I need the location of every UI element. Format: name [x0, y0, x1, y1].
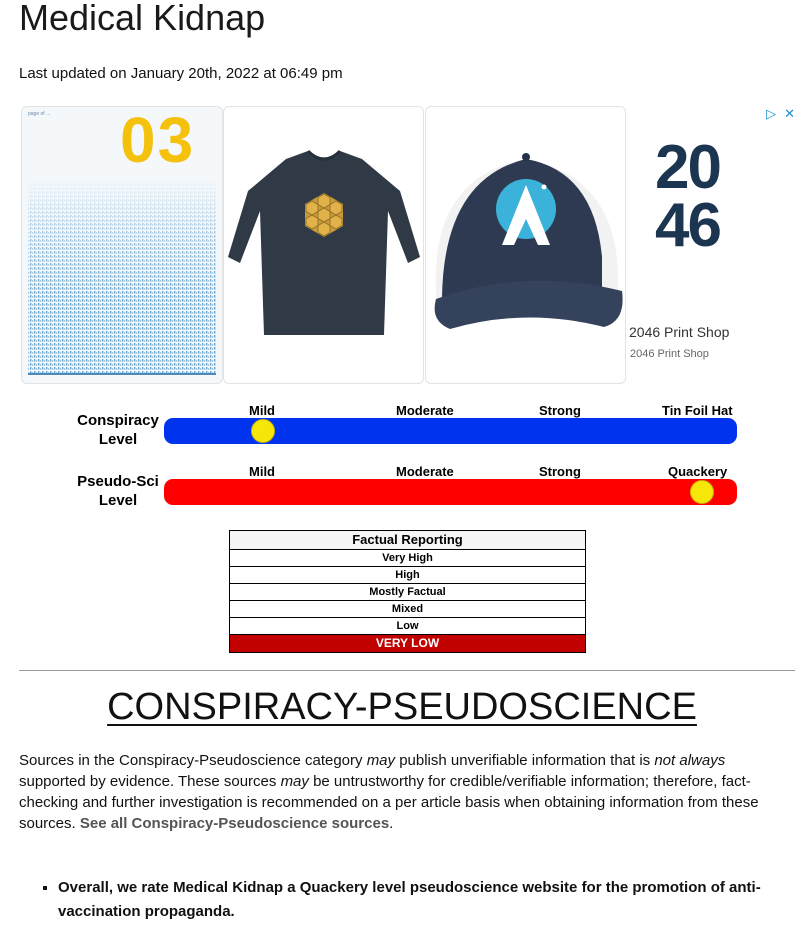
poster-pattern: [22, 107, 222, 383]
tick-label: Quackery: [668, 464, 728, 479]
conspiracy-level-indicator: [251, 419, 275, 443]
see-all-sources-link[interactable]: See all Conspiracy-Pseudoscience sources: [79, 815, 390, 832]
desc-text: supported by evidence. These sources: [19, 773, 281, 790]
overall-rating: ▪ Overall, we rate Medical Kidnap a Quackery level pseudoscience website for the promotion of anti-vaccination propaganda.: [58, 876, 798, 924]
tick-label: Strong: [539, 464, 581, 479]
ad-product-poster[interactable]: [21, 106, 223, 384]
label-line: Level: [98, 492, 138, 509]
factual-level: Mostly Factual: [230, 583, 585, 600]
cap-image: [426, 107, 625, 383]
close-icon[interactable]: ✕: [784, 106, 795, 121]
tick-label: Moderate: [396, 403, 454, 418]
factual-level: High: [230, 566, 585, 583]
logo-bottom: 46: [655, 191, 720, 260]
ad-product-shirt[interactable]: [223, 106, 424, 384]
pseudo-sci-level-indicator: [690, 480, 714, 504]
advertisement: [21, 106, 801, 384]
page-title: Medical Kidnap: [19, 0, 266, 38]
last-updated: Last updated on January 20th, 2022 at 06:49 pm: [19, 65, 343, 82]
desc-text: .: [389, 815, 394, 832]
tick-label: Mild: [249, 403, 275, 418]
poster-number: 03: [120, 106, 196, 176]
logo-top: 20: [655, 133, 720, 202]
label-line: Pseudo-Sci: [77, 473, 159, 490]
factual-reporting-table: [229, 530, 586, 653]
rating-list: [38, 876, 798, 924]
pseudo-sci-level-bar: [164, 479, 737, 505]
factual-header: Factual Reporting: [230, 531, 585, 549]
tick-label: Mild: [249, 464, 275, 479]
factual-level-selected: VERY LOW: [230, 634, 585, 652]
desc-text: publish unverifiable information that is: [395, 752, 655, 769]
ad-brand-name[interactable]: 2046 Print Shop: [629, 324, 730, 340]
tick-label: Moderate: [396, 464, 454, 479]
desc-emphasis: may: [366, 752, 396, 769]
factual-level: Low: [230, 617, 585, 634]
divider: [19, 670, 795, 671]
label-line: Conspiracy: [77, 412, 159, 429]
factual-level: Very High: [230, 549, 585, 566]
category-description: [19, 750, 789, 834]
poster-caption: page of ...: [28, 111, 51, 117]
label-line: Level: [98, 431, 138, 448]
brand-logo[interactable]: [655, 133, 720, 260]
desc-text: Sources in the Conspiracy-Pseudoscience category: [19, 752, 367, 769]
tick-label: Strong: [539, 403, 581, 418]
ad-controls: [766, 106, 795, 122]
ad-brand-sub[interactable]: 2046 Print Shop: [630, 348, 709, 360]
ad-choices-icon[interactable]: ▷: [766, 106, 777, 121]
desc-text: be untrustworthy for credible/verifiable information; therefore, fact-checking and further investigation is recommended on a per article basis when obtaining information from these sources.: [19, 773, 759, 832]
tick-label: Tin Foil Hat: [662, 403, 733, 418]
factual-level: Mixed: [230, 600, 585, 617]
category-title: CONSPIRACY-PSEUDOSCIENCE: [107, 686, 697, 728]
ad-product-cap[interactable]: [425, 106, 626, 384]
desc-emphasis: may: [280, 773, 309, 790]
desc-emphasis: not always: [654, 752, 726, 769]
conspiracy-level-bar: [164, 418, 737, 444]
shirt-image: [224, 107, 423, 383]
